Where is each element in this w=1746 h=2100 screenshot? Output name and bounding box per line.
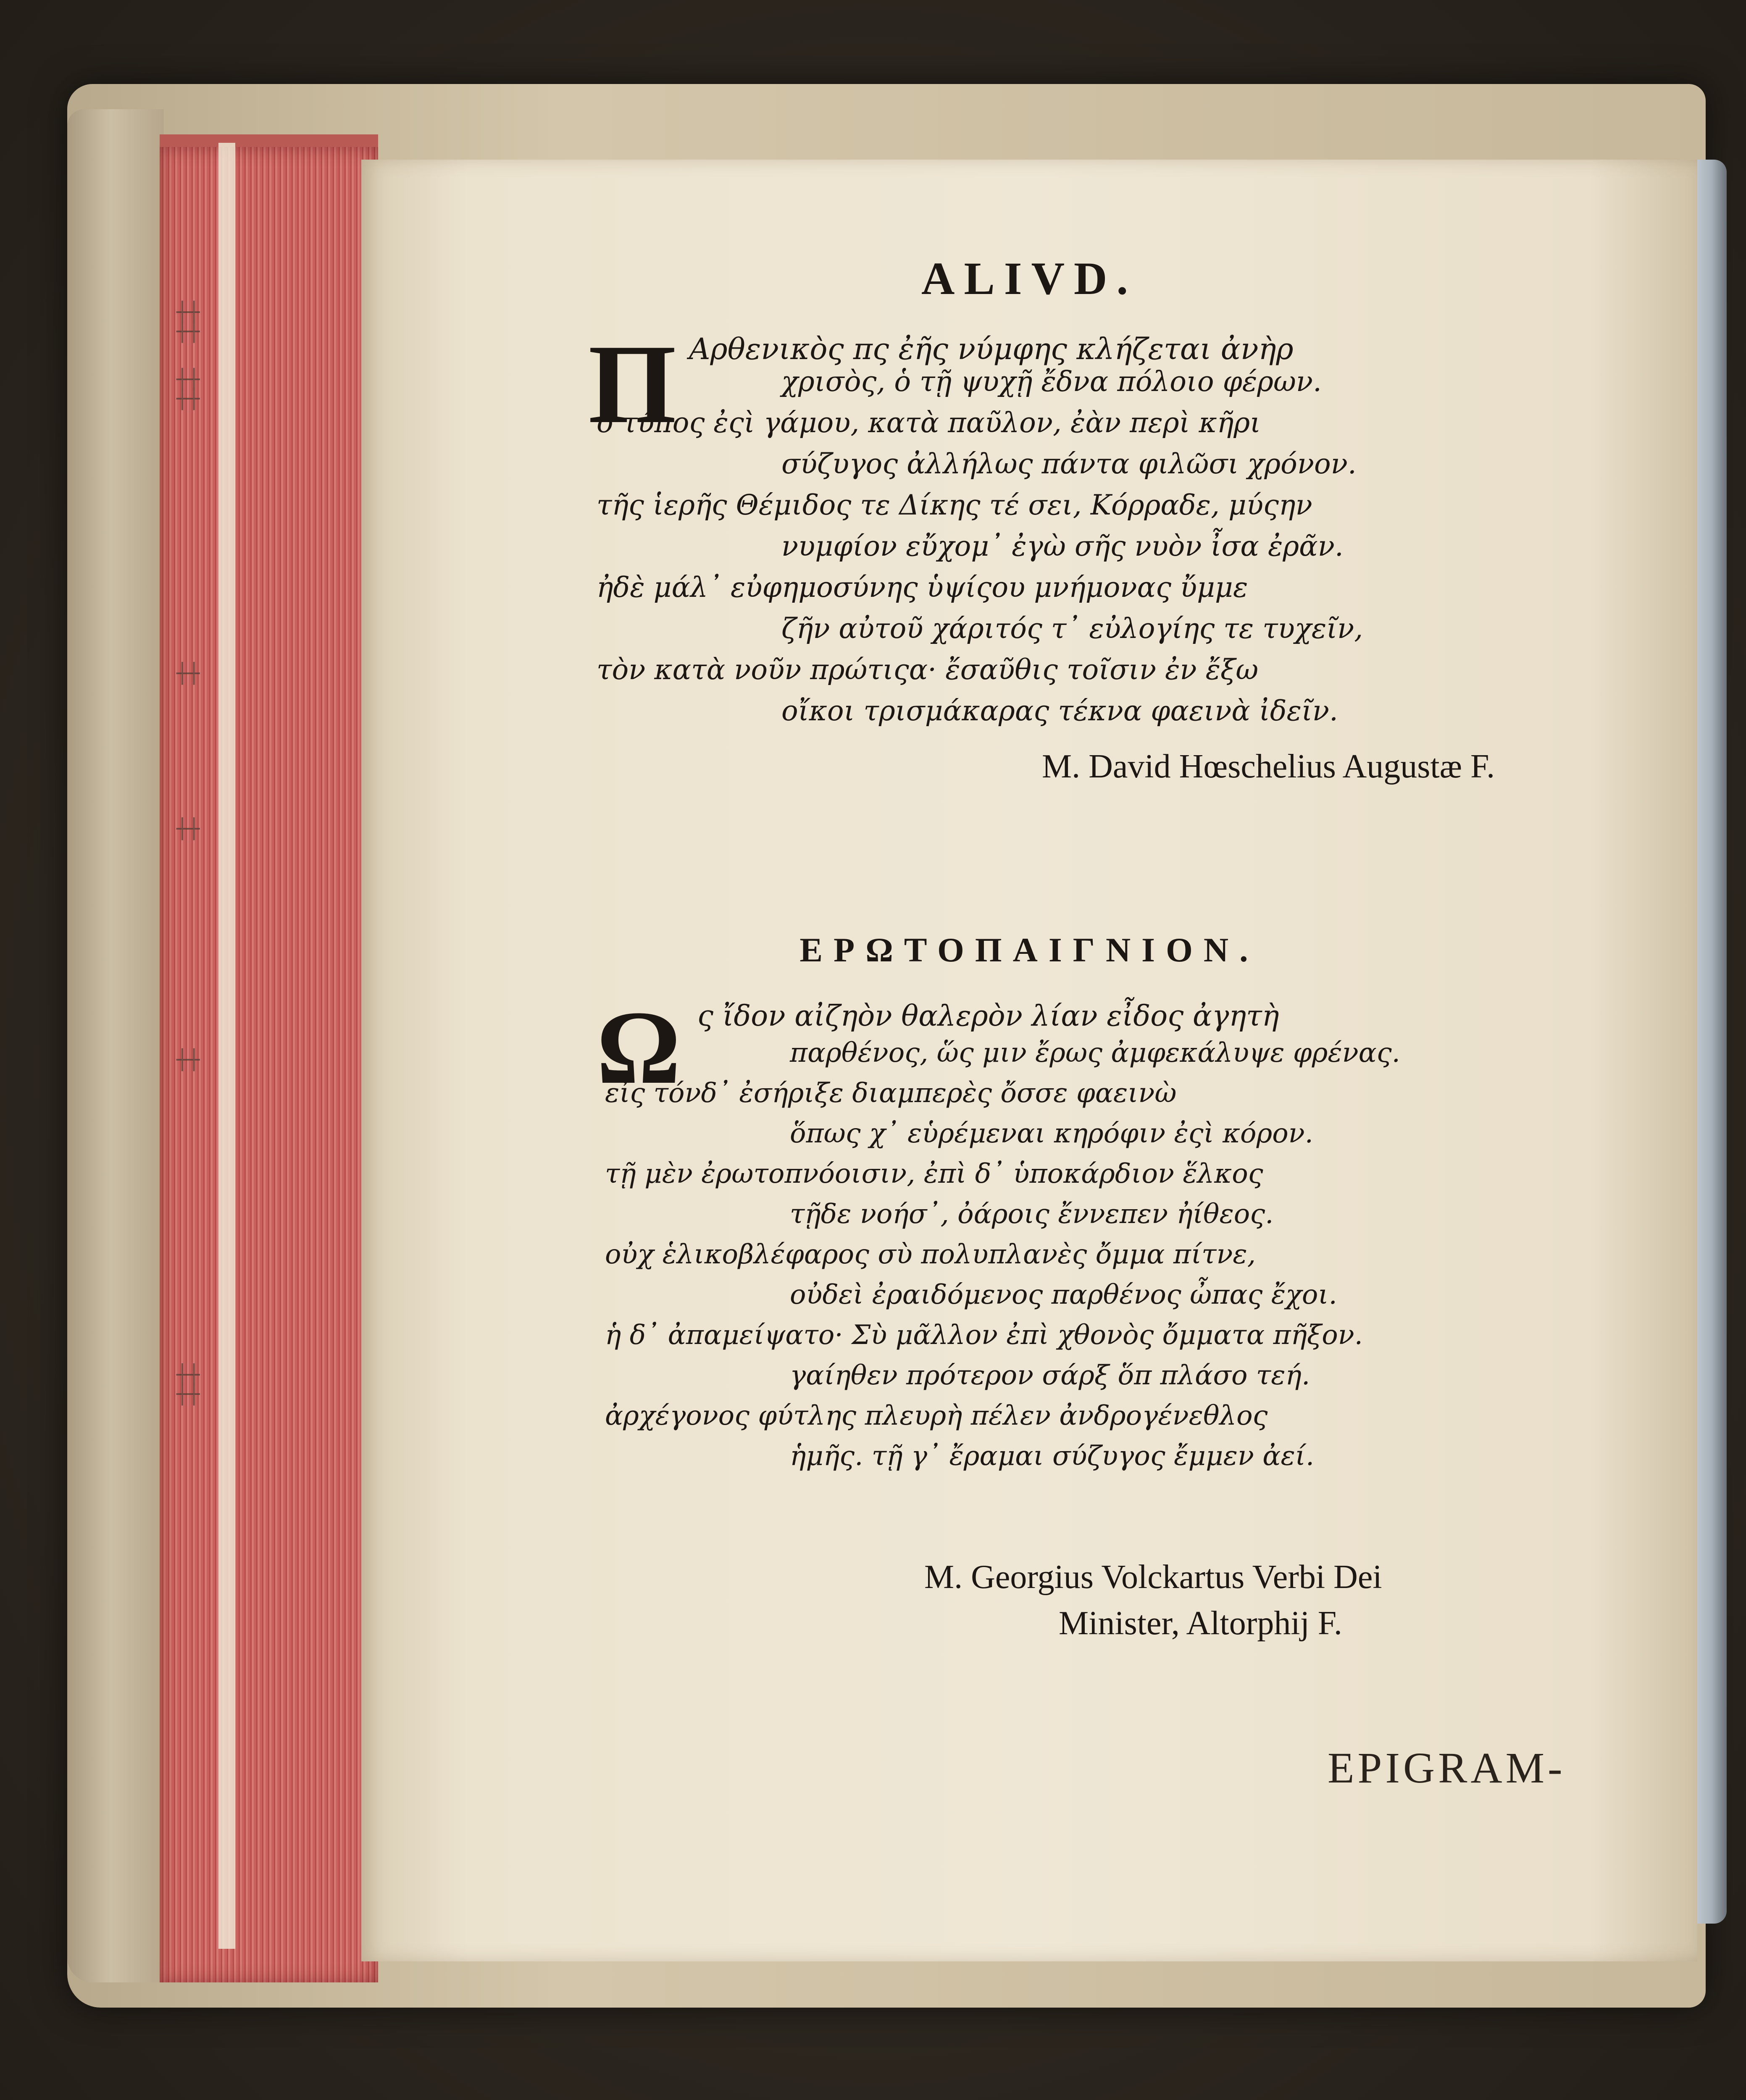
- verse-line: τῇδε νοήσ᾽, ὀάροις ἔννεπεν ἠίθεος.: [790, 1199, 1274, 1230]
- verse-line: νυμφίον εὔχομ᾽ ἐγὼ σῆς νυὸν ἶσα ἐρᾶν.: [781, 530, 1344, 562]
- edge-tally-mark: ┼┼: [176, 662, 200, 685]
- verse-line: ὅπως χ᾽ εὑρέμεναι κηρόφιν ἐςὶ κόρον.: [790, 1118, 1313, 1149]
- verse-line: εἰς τόνδ᾽ ἐσήριξε διαμπερὲς ὄσσε φαεινὼ: [605, 1078, 1177, 1109]
- edge-tally-mark: ┼┼: [176, 1048, 200, 1071]
- verse-line: οἴκοι τρισμάκαρας τέκνα φαεινὰ ἰδεῖν.: [781, 695, 1338, 727]
- catchword: EPIGRAM-: [1328, 1744, 1566, 1792]
- edge-tally-mark: ┼┼ ┼┼: [176, 301, 200, 343]
- edge-tally-mark: ┼┼ ┼┼: [176, 368, 200, 410]
- verse-line: γαίηθεν πρότερον σάρξ ὅπ πλάσο τεή.: [790, 1360, 1310, 1391]
- signature-volckartus-line2: Minister, Altorphij F.: [1059, 1605, 1342, 1642]
- edge-tally-mark: ┼┼ ┼┼: [176, 1363, 200, 1405]
- verse-line: Αρθενικὸς πς ἐῆς νύμφης κλήζεται ἀνὴρ: [689, 332, 1294, 366]
- verse-line: παρθένος, ὥς μιν ἔρως ἀμφεκάλυψε φρένας.: [790, 1037, 1400, 1068]
- dropcap-pi: Π: [588, 321, 677, 447]
- verse-line: τῆς ἱερῆς Θέμιδος τε Δίκης τέ σει, Κόρραδε, μύςην: [597, 489, 1312, 521]
- book-page: [361, 160, 1697, 1961]
- verse-line: ἠδὲ μάλ᾽ εὐφημοσύνης ὑψίςου μνήμονας ὔμμε: [597, 571, 1248, 604]
- verse-line: ὃ τύπος ἐςὶ γάμου, κατὰ παῦλον, ἐὰν περὶ κῆρι: [597, 407, 1261, 439]
- verse-line: ἡ δ᾽ ἀπαμείψατο· Σὺ μᾶλλον ἐπὶ χθονὸς ὄμματα πῆξον.: [605, 1320, 1363, 1351]
- verse-line: τῇ μὲν ἐρωτοπνόοισιν, ἐπὶ δ᾽ ὑποκάρδιον ἕλκος: [605, 1158, 1263, 1189]
- verse-line: σύζυγος ἀλλήλως πάντα φιλῶσι χρόνον.: [781, 448, 1357, 480]
- verse-line: ς ἴδον αἰζηὸν θαλερὸν λίαν εἶδος ἀγητὴ: [697, 1000, 1279, 1033]
- verse-line: ζῆν αὐτοῦ χάριτός τ᾽ εὐλογίης τε τυχεῖν,: [781, 612, 1363, 645]
- book-spine: [67, 109, 164, 1982]
- verse-line: οὐχ ἑλικοβλέφαρος σὺ πολυπλανὲς ὄμμα πίτνε,: [605, 1239, 1256, 1270]
- verse-line: οὐδεὶ ἐραιδόμενος παρθένος ὦπας ἔχοι.: [790, 1279, 1337, 1310]
- verse-line: τὸν κατὰ νοῦν πρώτιςα· ἔσαῦθις τοῖσιν ἐν ἔξω: [597, 654, 1259, 686]
- signature-volckartus-line1: M. Georgius Volckartus Verbi Dei: [924, 1559, 1382, 1596]
- section-heading-erotopaignion: ΕΡΩΤΟΠΑΙΓΝΙΟΝ.: [799, 931, 1259, 969]
- dropcap-omega: Ω: [597, 990, 681, 1106]
- verse-line: χρισὸς, ὁ τῇ ψυχῇ ἔδνα πόλοιο φέρων.: [781, 365, 1322, 398]
- ribbon-marker: [218, 143, 235, 1949]
- signature-hoeschelius: M. David Hœschelius Augustæ F.: [1042, 748, 1495, 785]
- verse-line: ἡμῆς. τῇ γ᾽ ἔραμαι σύζυγος ἔμμεν ἀεί.: [790, 1441, 1315, 1472]
- edge-tally-mark: ┼┼: [176, 817, 200, 840]
- section-heading-aliud: ALIVD.: [921, 253, 1137, 304]
- verse-line: ἀρχέγονος φύτλης πλευρὴ πέλεν ἀνδρογένεθλος: [605, 1400, 1268, 1431]
